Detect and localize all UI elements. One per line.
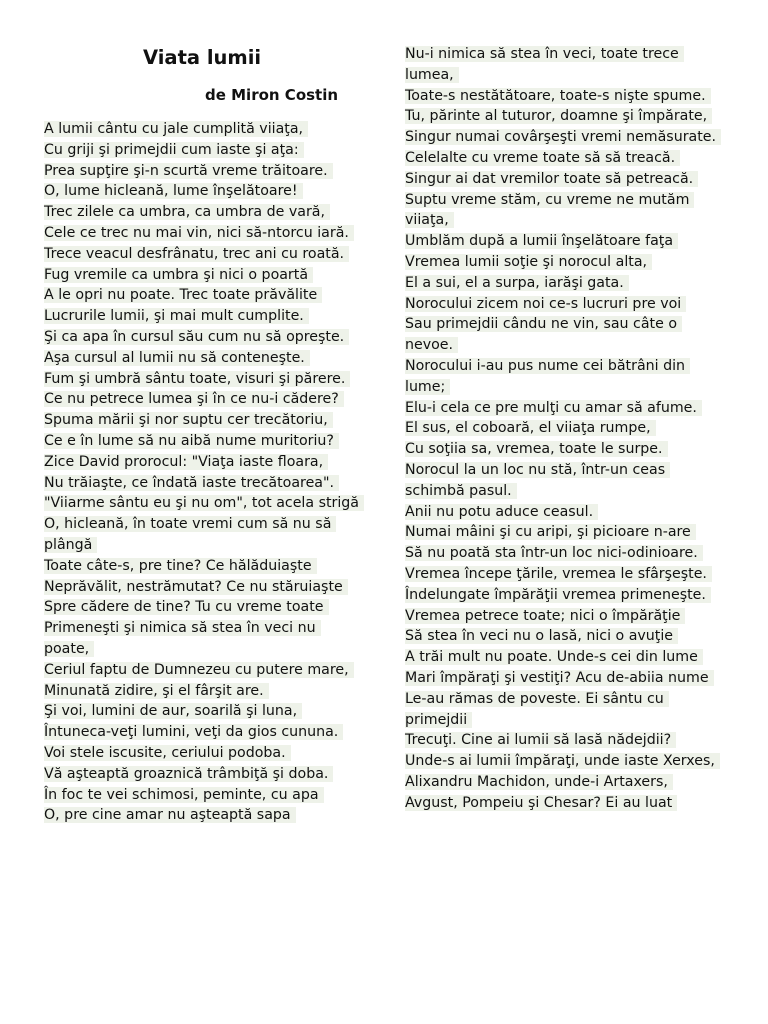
poem-line-text: Norocului zicem noi ce-s lucruri pre voi bbox=[405, 296, 686, 312]
poem-line-text: El sus, el coboară, el viiaţa rumpe, bbox=[405, 420, 656, 436]
poem-line bbox=[405, 273, 727, 294]
poem-line bbox=[405, 626, 727, 647]
poem-line bbox=[44, 348, 366, 369]
poem-line-text: Nu trăiaşte, ce îndată iaste trecătoarea". bbox=[44, 475, 339, 491]
poem-column-left bbox=[44, 119, 366, 826]
poem-line-text: Vremea petrece toate; nici o împărăţie bbox=[405, 608, 685, 624]
poem-line-text: Trecuţi. Cine ai lumii să lasă nădejdii? bbox=[405, 732, 676, 748]
poem-line-text: Vă aşteaptă groaznică trâmbiţă şi doba. bbox=[44, 766, 333, 782]
poem-line-text: Spre cădere de tine? Tu cu vreme toate bbox=[44, 599, 329, 615]
poem-line-text: Voi stele iscusite, ceriului podoba. bbox=[44, 745, 291, 761]
poem-line bbox=[44, 161, 366, 182]
poem-line bbox=[44, 743, 366, 764]
poem-line bbox=[405, 772, 727, 793]
poem-line bbox=[405, 460, 727, 502]
poem-line bbox=[405, 294, 727, 315]
poem-line-text: Primeneşti şi nimica să stea în veci nu poate, bbox=[44, 620, 321, 657]
poem-line bbox=[44, 327, 366, 348]
poem-line-text: Norocului i-au pus nume cei bătrâni din lume; bbox=[405, 358, 690, 395]
poem-line bbox=[44, 140, 366, 161]
poem-line bbox=[405, 522, 727, 543]
poem-line-text: Suptu vreme stăm, cu vreme ne mutăm viiaţa, bbox=[405, 192, 694, 229]
poem-line-text: Fum şi umbră sântu toate, visuri şi părere. bbox=[44, 371, 350, 387]
poem-line bbox=[44, 701, 366, 722]
poem-line bbox=[405, 169, 727, 190]
poem-line bbox=[405, 647, 727, 668]
poem-line bbox=[44, 556, 366, 577]
poem-line bbox=[44, 202, 366, 223]
poem-line bbox=[405, 398, 727, 419]
poem-line bbox=[405, 190, 727, 232]
poem-line-text: Şi voi, lumini de aur, soarilă şi luna, bbox=[44, 703, 302, 719]
poem-line-text: În foc te vei schimosi, peminte, cu apa bbox=[44, 787, 324, 803]
poem-line-text: Toate-s nestătătoare, toate-s nişte spume. bbox=[405, 88, 711, 104]
poem-line bbox=[405, 793, 727, 814]
poem-line-text: Avgust, Pompeiu şi Chesar? Ei au luat bbox=[405, 795, 677, 811]
poem-line bbox=[44, 764, 366, 785]
poem-line-text: A lumii cântu cu jale cumplită viiaţa, bbox=[44, 121, 308, 137]
poem-line-text: Întuneca-veţi lumini, veţi da gios cununa. bbox=[44, 724, 343, 740]
poem-line bbox=[405, 252, 727, 273]
poem-line-text: Norocul la un loc nu stă, într-un ceas schimbă pasul. bbox=[405, 462, 670, 499]
poem-line-text: Să nu poată sta într-un loc nici-odinioare. bbox=[405, 545, 703, 561]
poem-line bbox=[44, 410, 366, 431]
poem-line-text: Cu griji şi primejdii cum iaste şi aţa: bbox=[44, 142, 304, 158]
poem-line bbox=[44, 389, 366, 410]
poem-line bbox=[44, 265, 366, 286]
poem-line-text: O, hicleană, în toate vremi cum să nu să plângă bbox=[44, 516, 336, 553]
poem-line-text: Aşa cursul al lumii nu să conteneşte. bbox=[44, 350, 310, 366]
poem-line bbox=[405, 751, 727, 772]
poem-line-text: Singur ai dat vremilor toate să petreacă. bbox=[405, 171, 698, 187]
poem-line bbox=[405, 730, 727, 751]
poem-line-text: A trăi mult nu poate. Unde-s cei din lume bbox=[405, 649, 703, 665]
poem-line-text: Trece veacul desfrânatu, trec ani cu roată. bbox=[44, 246, 349, 262]
poem-line-text: Singur numai covârşeşti vremi nemăsurate. bbox=[405, 129, 721, 145]
poem-line bbox=[44, 306, 366, 327]
poem-column-right bbox=[405, 44, 727, 813]
poem-line bbox=[44, 285, 366, 306]
poem-line-text: Îndelungate împărăţii vremea primeneşte. bbox=[405, 587, 711, 603]
poem-line-text: Toate câte-s, pre tine? Ce hălăduiaşte bbox=[44, 558, 317, 574]
poem-line-text: Vremea lumii soţie şi norocul alta, bbox=[405, 254, 652, 270]
poem-line bbox=[405, 148, 727, 169]
poem-line-text: Spuma mării şi nor suptu cer trecătoriu, bbox=[44, 412, 333, 428]
poem-line bbox=[405, 585, 727, 606]
poem-author: de Miron Costin bbox=[205, 86, 339, 104]
poem-line-text: Fug vremile ca umbra şi nici o poartă bbox=[44, 267, 313, 283]
poem-line bbox=[44, 785, 366, 806]
poem-line-text: Mari împăraţi şi vestiţi? Acu de-abiia nume bbox=[405, 670, 714, 686]
poem-line bbox=[405, 564, 727, 585]
poem-line bbox=[44, 181, 366, 202]
poem-line-text: Cele ce trec nu mai vin, nici să-ntorcu iară. bbox=[44, 225, 354, 241]
poem-line bbox=[405, 439, 727, 460]
poem-line-text: A le opri nu poate. Trec toate prăvălite bbox=[44, 287, 322, 303]
poem-line-text: Şi ca apa în cursul său cum nu să opreşte. bbox=[44, 329, 349, 345]
poem-line bbox=[405, 314, 727, 356]
poem-line-text: O, pre cine amar nu aşteaptă sapa bbox=[44, 807, 296, 823]
poem-line bbox=[44, 722, 366, 743]
poem-line-text: Unde-s ai lumii împăraţi, unde iaste Xerxes, bbox=[405, 753, 720, 769]
poem-line bbox=[44, 805, 366, 826]
poem-line-text: O, lume hicleană, lume înşelătoare! bbox=[44, 183, 303, 199]
poem-line bbox=[405, 543, 727, 564]
poem-line bbox=[44, 618, 366, 660]
poem-line bbox=[405, 127, 727, 148]
poem-line bbox=[44, 244, 366, 265]
poem-line-text: Anii nu potu aduce ceasul. bbox=[405, 504, 598, 520]
poem-line-text: Umblăm după a lumii înşelătoare faţa bbox=[405, 233, 678, 249]
poem-line-text: "Viiarme sântu eu şi nu om", tot acela strigă bbox=[44, 495, 364, 511]
poem-line bbox=[44, 660, 366, 681]
poem-line-text: Neprăvălit, nestrămutat? Ce nu stăruiaşte bbox=[44, 579, 348, 595]
poem-line bbox=[44, 369, 366, 390]
poem-line bbox=[405, 356, 727, 398]
poem-line-text: Alixandru Machidon, unde-i Artaxers, bbox=[405, 774, 673, 790]
poem-line bbox=[44, 577, 366, 598]
poem-line-text: Cu soţiia sa, vremea, toate le surpe. bbox=[405, 441, 668, 457]
poem-line bbox=[405, 231, 727, 252]
poem-line-text: Numai mâini şi cu aripi, şi picioare n-are bbox=[405, 524, 696, 540]
poem-line bbox=[44, 452, 366, 473]
poem-line bbox=[44, 597, 366, 618]
poem-line-text: Ce nu petrece lumea şi în ce nu-i cădere? bbox=[44, 391, 344, 407]
poem-line bbox=[44, 431, 366, 452]
poem-line bbox=[405, 418, 727, 439]
poem-line bbox=[44, 681, 366, 702]
poem-line bbox=[405, 86, 727, 107]
poem-line-text: Celelalte cu vreme toate să să treacă. bbox=[405, 150, 680, 166]
poem-line bbox=[44, 493, 366, 514]
poem-line-text: Elu-i cela ce pre mulţi cu amar să afume. bbox=[405, 400, 702, 416]
poem-line-text: Prea supţire şi-n scurtă vreme trăitoare. bbox=[44, 163, 333, 179]
poem-line-text: Lucrurile lumii, şi mai mult cumplite. bbox=[44, 308, 309, 324]
poem-line-text: El a sui, el a surpa, iarăşi gata. bbox=[405, 275, 629, 291]
poem-line-text: Ce e în lume să nu aibă nume muritoriu? bbox=[44, 433, 339, 449]
poem-line-text: Nu-i nimica să stea în veci, toate trece lumea, bbox=[405, 46, 684, 83]
poem-line-text: Zice David prorocul: "Viaţa iaste floara, bbox=[44, 454, 328, 470]
poem-line-text: Minunată zidire, şi el fârşit are. bbox=[44, 683, 269, 699]
poem-line bbox=[405, 502, 727, 523]
poem-line bbox=[44, 514, 366, 556]
poem-line-text: Sau primejdii cându ne vin, sau câte o nevoe. bbox=[405, 316, 682, 353]
poem-line bbox=[405, 606, 727, 627]
poem-line-text: Tu, părinte al tuturor, doamne şi împărate, bbox=[405, 108, 712, 124]
poem-line bbox=[405, 44, 727, 86]
poem-line-text: Ceriul faptu de Dumnezeu cu putere mare, bbox=[44, 662, 354, 678]
poem-line bbox=[44, 119, 366, 140]
poem-line-text: Le-au rămas de poveste. Ei sântu cu primejdii bbox=[405, 691, 669, 728]
poem-line-text: Să stea în veci nu o lasă, nici o avuţie bbox=[405, 628, 678, 644]
poem-line bbox=[44, 473, 366, 494]
poem-title: Viata lumii bbox=[143, 46, 262, 69]
poem-line-text: Vremea începe ţările, vremea le sfârşeşte. bbox=[405, 566, 712, 582]
poem-line bbox=[44, 223, 366, 244]
poem-line-text: Trec zilele ca umbra, ca umbra de vară, bbox=[44, 204, 330, 220]
poem-line bbox=[405, 668, 727, 689]
poem-line bbox=[405, 689, 727, 731]
poem-line bbox=[405, 106, 727, 127]
